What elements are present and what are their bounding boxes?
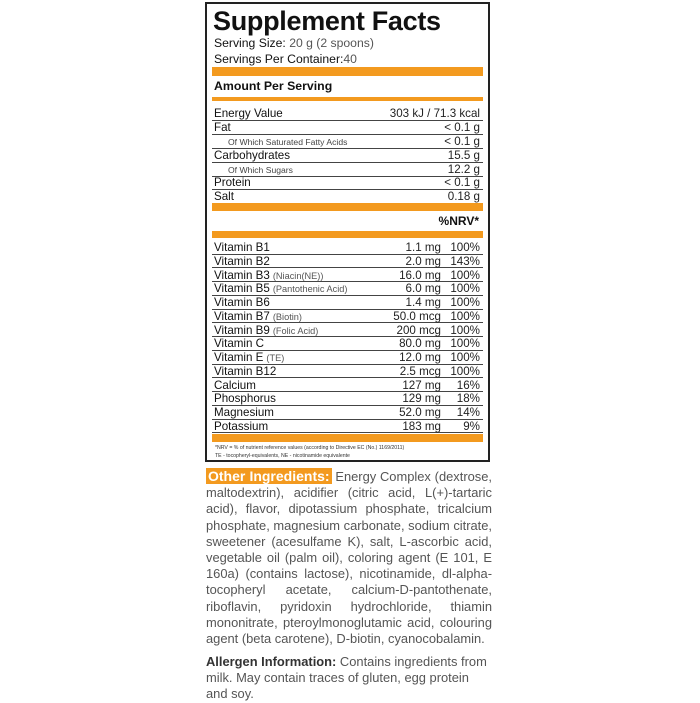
vitamin-name-text: Vitamin B9 xyxy=(214,323,270,337)
vitamin-nrv: 100% xyxy=(450,364,480,378)
vitamin-row xyxy=(212,392,483,406)
nutrient-row xyxy=(212,163,483,177)
vitamin-amount: 1.1 mg xyxy=(405,241,441,254)
nutrient-amount: < 0.1 g xyxy=(444,121,480,134)
vitamin-name xyxy=(214,420,268,433)
vitamin-amount: 200 mcg xyxy=(396,323,441,337)
vitamin-name-text: Vitamin B6 xyxy=(214,296,270,309)
vitamin-name xyxy=(214,282,347,296)
vitamin-name xyxy=(214,379,256,392)
vitamin-name-text: Vitamin B7 xyxy=(214,309,270,323)
vitamin-amount: 80.0 mg xyxy=(399,337,441,351)
nrv-header: %NRV* xyxy=(438,214,479,228)
vitamin-name-text: Vitamin B2 xyxy=(214,254,270,268)
vitamin-nrv: 100% xyxy=(450,282,480,296)
nutrient-name: Of Which Saturated Fatty Acids xyxy=(228,137,348,147)
vitamin-name xyxy=(214,324,318,338)
vitamin-row xyxy=(212,337,483,351)
vitamin-row xyxy=(212,269,483,283)
vitamin-row xyxy=(212,310,483,324)
nutrient-amount: 303 kJ / 71.3 kcal xyxy=(389,107,480,120)
other-ingredients-text: Energy Complex (dextrose, maltodextrin), acidifier (citric acid, L(+)-tartaric acid), flavor, dipotassium phosphate, tricalcium phosphate, magnesium carbonate, sodium citrate, sweetener (acesulfame K), salt, L-ascorbic acid, vegetable oil (palm oil), coloring agent (E 101, E 160a) (contains lactose), nicotinamide, dl-alpha-tocopheryl acetate, calcium-D-pantothenate, riboflavin, pyridoxin hydrochloride, thiamin mononitrate, pteroylmonoglutamic acid, colouring agent (beta carotene), D-biotin, cyanocobalamin. xyxy=(206,469,492,647)
amount-per-serving-heading: Amount Per Serving xyxy=(214,79,333,93)
nutrient-name: Protein xyxy=(214,176,251,189)
divider-bar-mid xyxy=(212,203,483,211)
vitamin-amount: 52.0 mg xyxy=(399,406,441,419)
vitamin-name xyxy=(214,406,274,419)
nutrient-amount: < 0.1 g xyxy=(444,176,480,189)
allergen-information-text: Contains ingredients from milk. May contain traces of gluten, egg protein and soy. xyxy=(206,654,487,702)
vitamin-row xyxy=(212,351,483,365)
vitamin-name-text: Phosphorus xyxy=(214,392,276,406)
vitamin-note: (Biotin) xyxy=(272,311,302,322)
vitamin-nrv: 100% xyxy=(450,268,480,282)
other-ingredients-heading: Other Ingredients: xyxy=(208,468,330,484)
divider-bar-bottom xyxy=(212,434,483,442)
vitamin-nrv: 16% xyxy=(456,378,480,392)
vitamin-name-text: Vitamin C xyxy=(214,337,265,351)
vitamin-name-text: Calcium xyxy=(214,378,256,392)
allergen-information-section xyxy=(206,654,492,703)
vitamin-amount: 1.4 mg xyxy=(405,296,441,309)
vitamin-amount: 12.0 mg xyxy=(399,351,441,364)
nutrient-row xyxy=(212,176,483,190)
vitamin-nrv: 100% xyxy=(450,296,480,309)
vitamin-name xyxy=(214,351,284,365)
nutrient-name: Fat xyxy=(214,121,231,134)
panel-title: Supplement Facts xyxy=(213,6,441,36)
nutrient-row xyxy=(212,190,483,204)
vitamin-nrv: 100% xyxy=(450,309,480,323)
vitamin-row xyxy=(212,282,483,296)
vitamin-amount: 6.0 mg xyxy=(405,282,441,296)
vitamin-nrv: 18% xyxy=(456,392,480,406)
vitamin-row xyxy=(212,379,483,393)
allergen-information-heading: Allergen Information: xyxy=(206,654,337,669)
vitamin-row xyxy=(212,365,483,379)
vitamin-note: (TE) xyxy=(266,353,285,363)
vitamin-name xyxy=(214,255,270,268)
vitamin-name-text: Vitamin B5 xyxy=(214,282,270,296)
vitamin-nrv: 100% xyxy=(450,323,480,337)
servings-per-container-value: 40 xyxy=(343,52,357,66)
vitamin-name xyxy=(214,365,276,378)
vitamin-name-text: Potassium xyxy=(214,419,269,433)
nutrient-row xyxy=(212,121,483,135)
vitamin-name-text: Magnesium xyxy=(214,406,274,419)
vitamin-amount: 2.0 mg xyxy=(405,254,441,268)
vitamin-note: (Pantothenic Acid) xyxy=(272,284,348,295)
nutrient-name: Salt xyxy=(214,190,234,203)
vitamin-row xyxy=(212,324,483,338)
nutrient-row xyxy=(212,135,483,149)
vitamin-note: (Folic Acid) xyxy=(272,325,319,336)
vitamin-row xyxy=(212,296,483,310)
nutrient-row xyxy=(212,149,483,163)
vitamin-name xyxy=(214,337,264,350)
vitamin-row xyxy=(212,255,483,269)
vitamin-amount: 127 mg xyxy=(402,378,441,392)
vitamin-nrv: 100% xyxy=(450,337,480,351)
nutrient-row xyxy=(212,107,483,121)
serving-size-value: 20 g (2 spoons) xyxy=(289,36,374,50)
vitamin-name xyxy=(214,392,276,405)
vitamin-row xyxy=(212,406,483,420)
footnote-nrv: *NRV = % of nutrient reference values (according to Directive EC (No.) 1169/2011) xyxy=(215,445,405,451)
other-ingredients-section xyxy=(206,468,492,647)
servings-per-container xyxy=(214,52,357,66)
divider-bar-top xyxy=(212,67,483,76)
vitamin-name xyxy=(214,296,270,309)
vitamin-nrv: 143% xyxy=(450,254,480,268)
vitamin-amount: 2.5 mcg xyxy=(399,364,441,378)
vitamin-row xyxy=(212,420,483,434)
nutrient-name: Energy Value xyxy=(214,107,283,120)
vitamin-nrv: 14% xyxy=(456,406,480,419)
vitamin-row xyxy=(212,241,483,255)
vitamin-note: (Niacin(NE)) xyxy=(272,270,324,281)
vitamin-name-text: Vitamin B12 xyxy=(214,364,277,378)
nutrient-name: Carbohydrates xyxy=(214,149,291,162)
nutrient-amount: 12.2 g xyxy=(447,163,480,176)
vitamin-amount: 183 mg xyxy=(402,419,441,433)
vitamin-name xyxy=(214,269,323,283)
vitamin-name-text: Vitamin B1 xyxy=(214,241,270,254)
divider-bar-nrv xyxy=(212,231,483,238)
footnote-equivalents: TE - tocopheryl-equivalents, NE - nicotinamide equivalente xyxy=(215,453,350,459)
vitamin-nrv: 9% xyxy=(463,419,480,433)
vitamin-nrv: 100% xyxy=(450,351,480,364)
vitamin-amount: 16.0 mg xyxy=(399,268,441,282)
supplement-facts-panel xyxy=(205,2,490,462)
vitamin-name xyxy=(214,310,302,324)
vitamin-nrv: 100% xyxy=(450,241,480,254)
nutrient-amount: 15.5 g xyxy=(447,149,480,162)
vitamin-name-text: Vitamin B3 xyxy=(214,268,270,282)
serving-size-label: Serving Size: xyxy=(214,36,286,50)
vitamin-name xyxy=(214,241,270,254)
serving-size xyxy=(214,36,374,50)
vitamin-amount: 50.0 mcg xyxy=(393,309,441,323)
nutrient-amount: < 0.1 g xyxy=(444,135,480,148)
divider-bar-amount xyxy=(212,97,483,101)
nutrient-amount: 0.18 g xyxy=(447,190,480,203)
vitamin-amount: 129 mg xyxy=(402,392,441,406)
nutrient-name: Of Which Sugars xyxy=(228,165,293,175)
servings-per-container-label: Servings Per Container: xyxy=(214,52,344,66)
vitamin-name-text: Vitamin E xyxy=(214,351,264,364)
